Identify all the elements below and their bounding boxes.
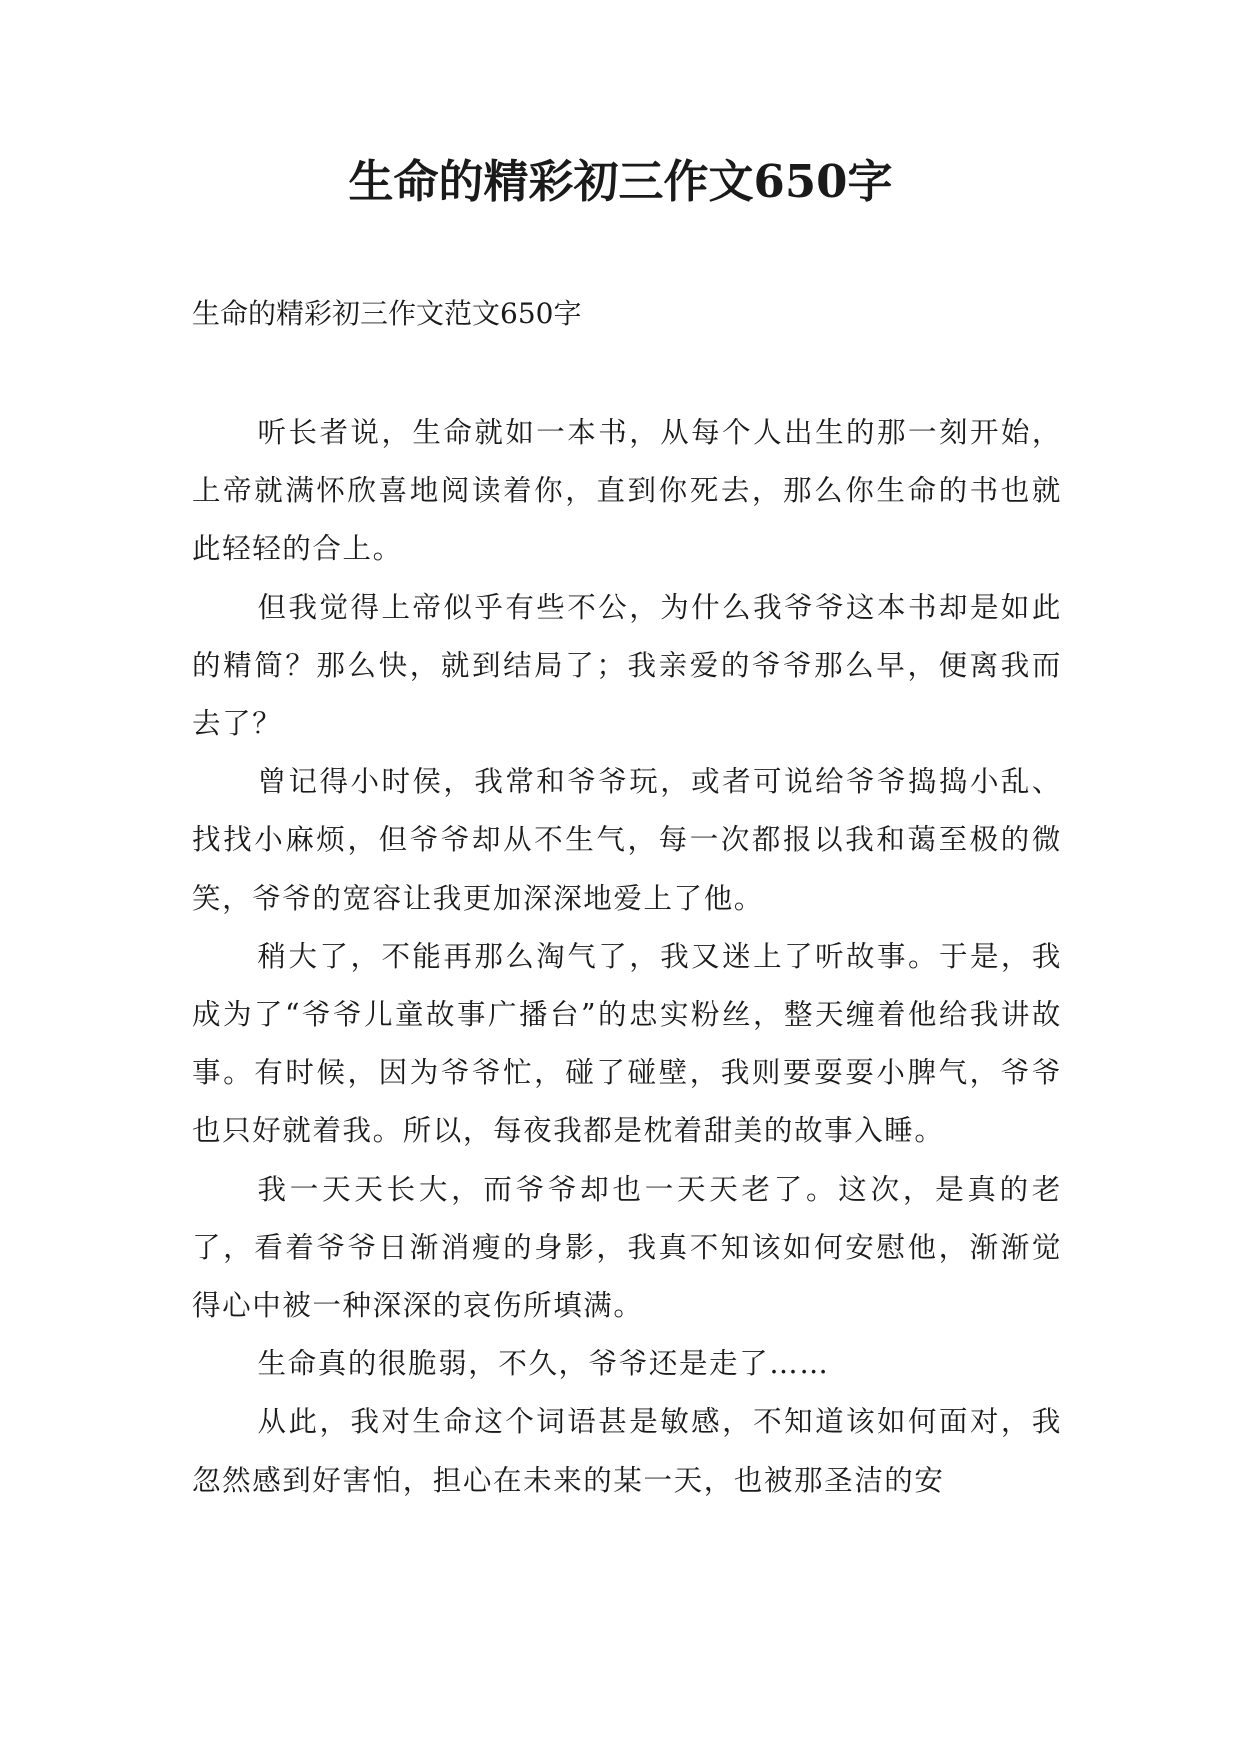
paragraph: 听长者说，生命就如一本书，从每个人出生的那一刻开始，上帝就满怀欣喜地阅读着你，直到你死去，那么你生命的书也就此轻轻的合上。: [192, 416, 1062, 566]
document-body: [192, 404, 1062, 1510]
paragraph: 从此，我对生命这个词语甚是敏感，不知道该如何面对，我忽然感到好害怕，担心在未来的某一天，也被那圣洁的安: [192, 1405, 1062, 1497]
document-title: 生命的精彩初三作文650字: [348, 155, 893, 208]
paragraph: 生命真的很脆弱，不久，爷爷还是走了……: [257, 1347, 830, 1381]
paragraph: 我一天天长大，而爷爷却也一天天老了。这次，是真的老了，看着爷爷日渐消瘦的身影，我真不知该如何安慰他，渐渐觉得心中被一种深深的哀伤所填满。: [192, 1172, 1062, 1323]
paragraph: 曾记得小时侯，我常和爷爷玩，或者可说给爷爷捣捣小乱、找找小麻烦，但爷爷却从不生气，每一次都报以我和蔼至极的微笑，爷爷的宽容让我更加深深地爱上了他。: [192, 765, 1062, 915]
paragraph: 稍大了，不能再那么淘气了，我又迷上了听故事。于是，我成为了“爷爷儿童故事广播台”的忠实粉丝，整天缠着他给我讲故事。有时候，因为爷爷忙，碰了碰壁，我则要耍耍小脾气，爷爷也只好就着我。所以，每夜我都是枕着甜美的故事入睡。: [192, 939, 1062, 1148]
paragraph: 但我觉得上帝似乎有些不公，为什么我爷爷这本书却是如此的精简？那么快，就到结局了；我亲爱的爷爷那么早，便离我而去了？: [192, 590, 1062, 741]
document-subtitle: 生命的精彩初三作文范文650字: [192, 297, 582, 330]
